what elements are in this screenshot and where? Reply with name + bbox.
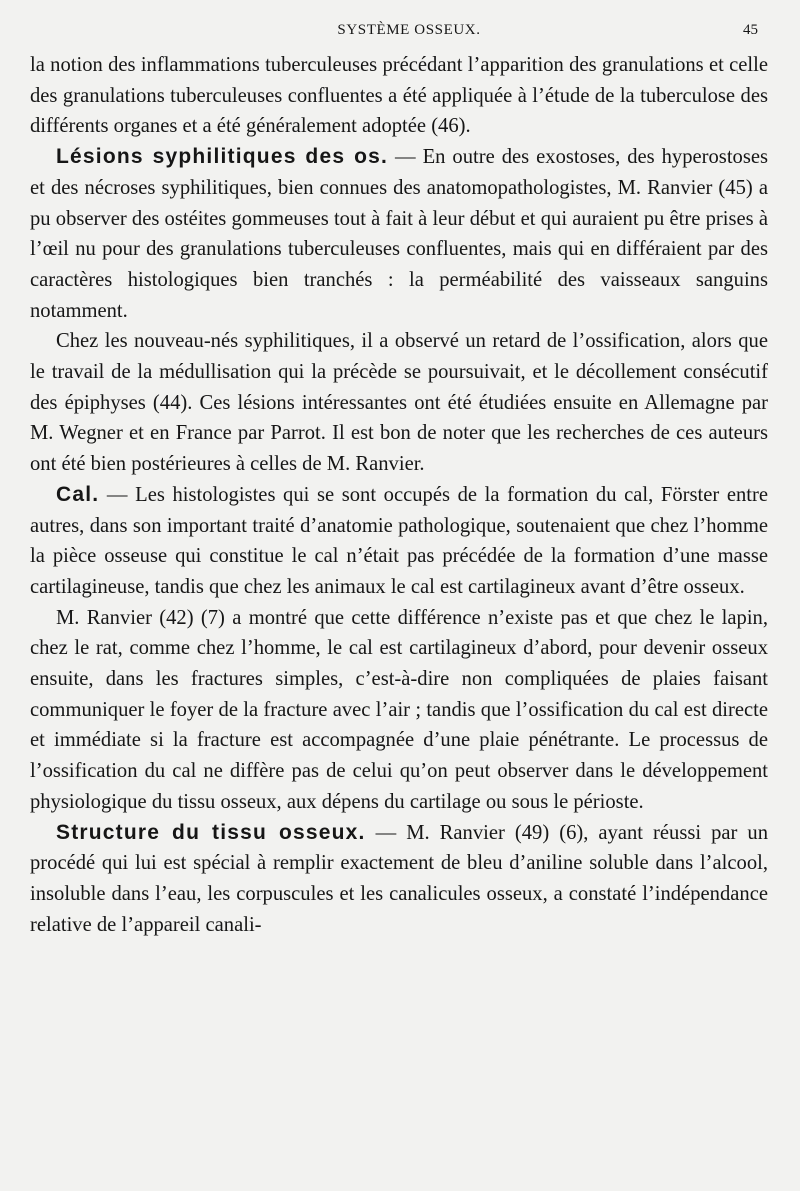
- section-heading-callus: Cal.: [56, 482, 100, 506]
- paragraph-syphilitic-lesions: [30, 142, 768, 326]
- body-text: [30, 50, 768, 940]
- paragraph-ranvier-callus: [30, 603, 768, 818]
- paragraph-text: — En outre des exostoses, des hyperostoses et des nécroses syphilitiques, bien connues des anatomopathologistes, M. Ranvier (45) a pu observer des ostéites gommeuses tout à fait à leur début et qui auraient pu être prises à l’œil nu pour des granulations tuberculeuses confluentes, mais qui en différaient par des caractères histologiques bien tranchés : la perméabilité des vaisseaux sanguins notamment.: [30, 146, 769, 322]
- paragraph-bone-structure: [30, 818, 768, 941]
- section-heading-syphilitic-lesions: Lésions syphilitiques des os.: [56, 145, 389, 169]
- paragraph-intro: [30, 50, 768, 142]
- paragraph-text: la notion des inflammations tuberculeuses précédant l’apparition des granulations et celle des granulations tuberculeuses confluentes a été appliquée à l’étude de la tuberculose des différents organes et a été généralement adoptée (46).: [30, 54, 768, 138]
- running-title: SYSTÈME OSSEUX.: [337, 22, 481, 38]
- paragraph-text: Chez les nouveau-nés syphilitiques, il a observé un retard de l’ossification, alors que le travail de la médullisation qui la précède se poursuivait, et le décollement consécutif des épiphyses (44). Ces lésions intéressantes ont été étudiées ensuite en Allemagne par M. Wegner et en France par Parrot. Il est bon de noter que les recherches de ces auteurs ont été bien postérieures à celles de M. Ranvier.: [30, 330, 768, 476]
- page: [30, 20, 768, 940]
- paragraph-text: — M. Ranvier (49) (6), ayant réussi par un procédé qui lui est spécial à remplir exactement de bleu d’aniline soluble dans l’alcool, insoluble dans l’eau, les corpuscules et les canalicules osseux, a constaté l’indépendance relative de l’appareil canali-: [30, 821, 768, 936]
- section-heading-bone-structure: Structure du tissu osseux.: [56, 820, 366, 844]
- paragraph-text: M. Ranvier (42) (7) a montré que cette différence n’existe pas et que chez le lapin, chez le rat, comme chez l’homme, le cal est cartilagineux d’abord, pour devenir osseux ensuite, dans les fractures simples, c’est-à-dire non compliquées de plaies faisant communiquer le foyer de la fracture avec l’air ; tandis que l’ossification du cal est directe et immédiate si la fracture est accompagnée d’une plaie pénétrante. Le processus de l’ossification du cal ne diffère pas de celui qu’on peut observer dans le développement physiologique du tissu osseux, aux dépens du cartilage ou sous le périoste.: [30, 606, 768, 813]
- page-number: 45: [743, 22, 758, 38]
- paragraph-text: — Les histologistes qui se sont occupés de la formation du cal, Förster entre autres, dans son important traité d’anatomie pathologique, soutenaient que chez l’homme la pièce osseuse qui constitue le cal n’était pas précédée de la formation d’une masse cartilagineuse, tandis que chez les animaux le cal est cartilagineux avant d’être osseux.: [30, 483, 768, 598]
- page-header: [30, 20, 768, 50]
- paragraph-callus: [30, 480, 768, 603]
- paragraph-newborns: [30, 326, 768, 480]
